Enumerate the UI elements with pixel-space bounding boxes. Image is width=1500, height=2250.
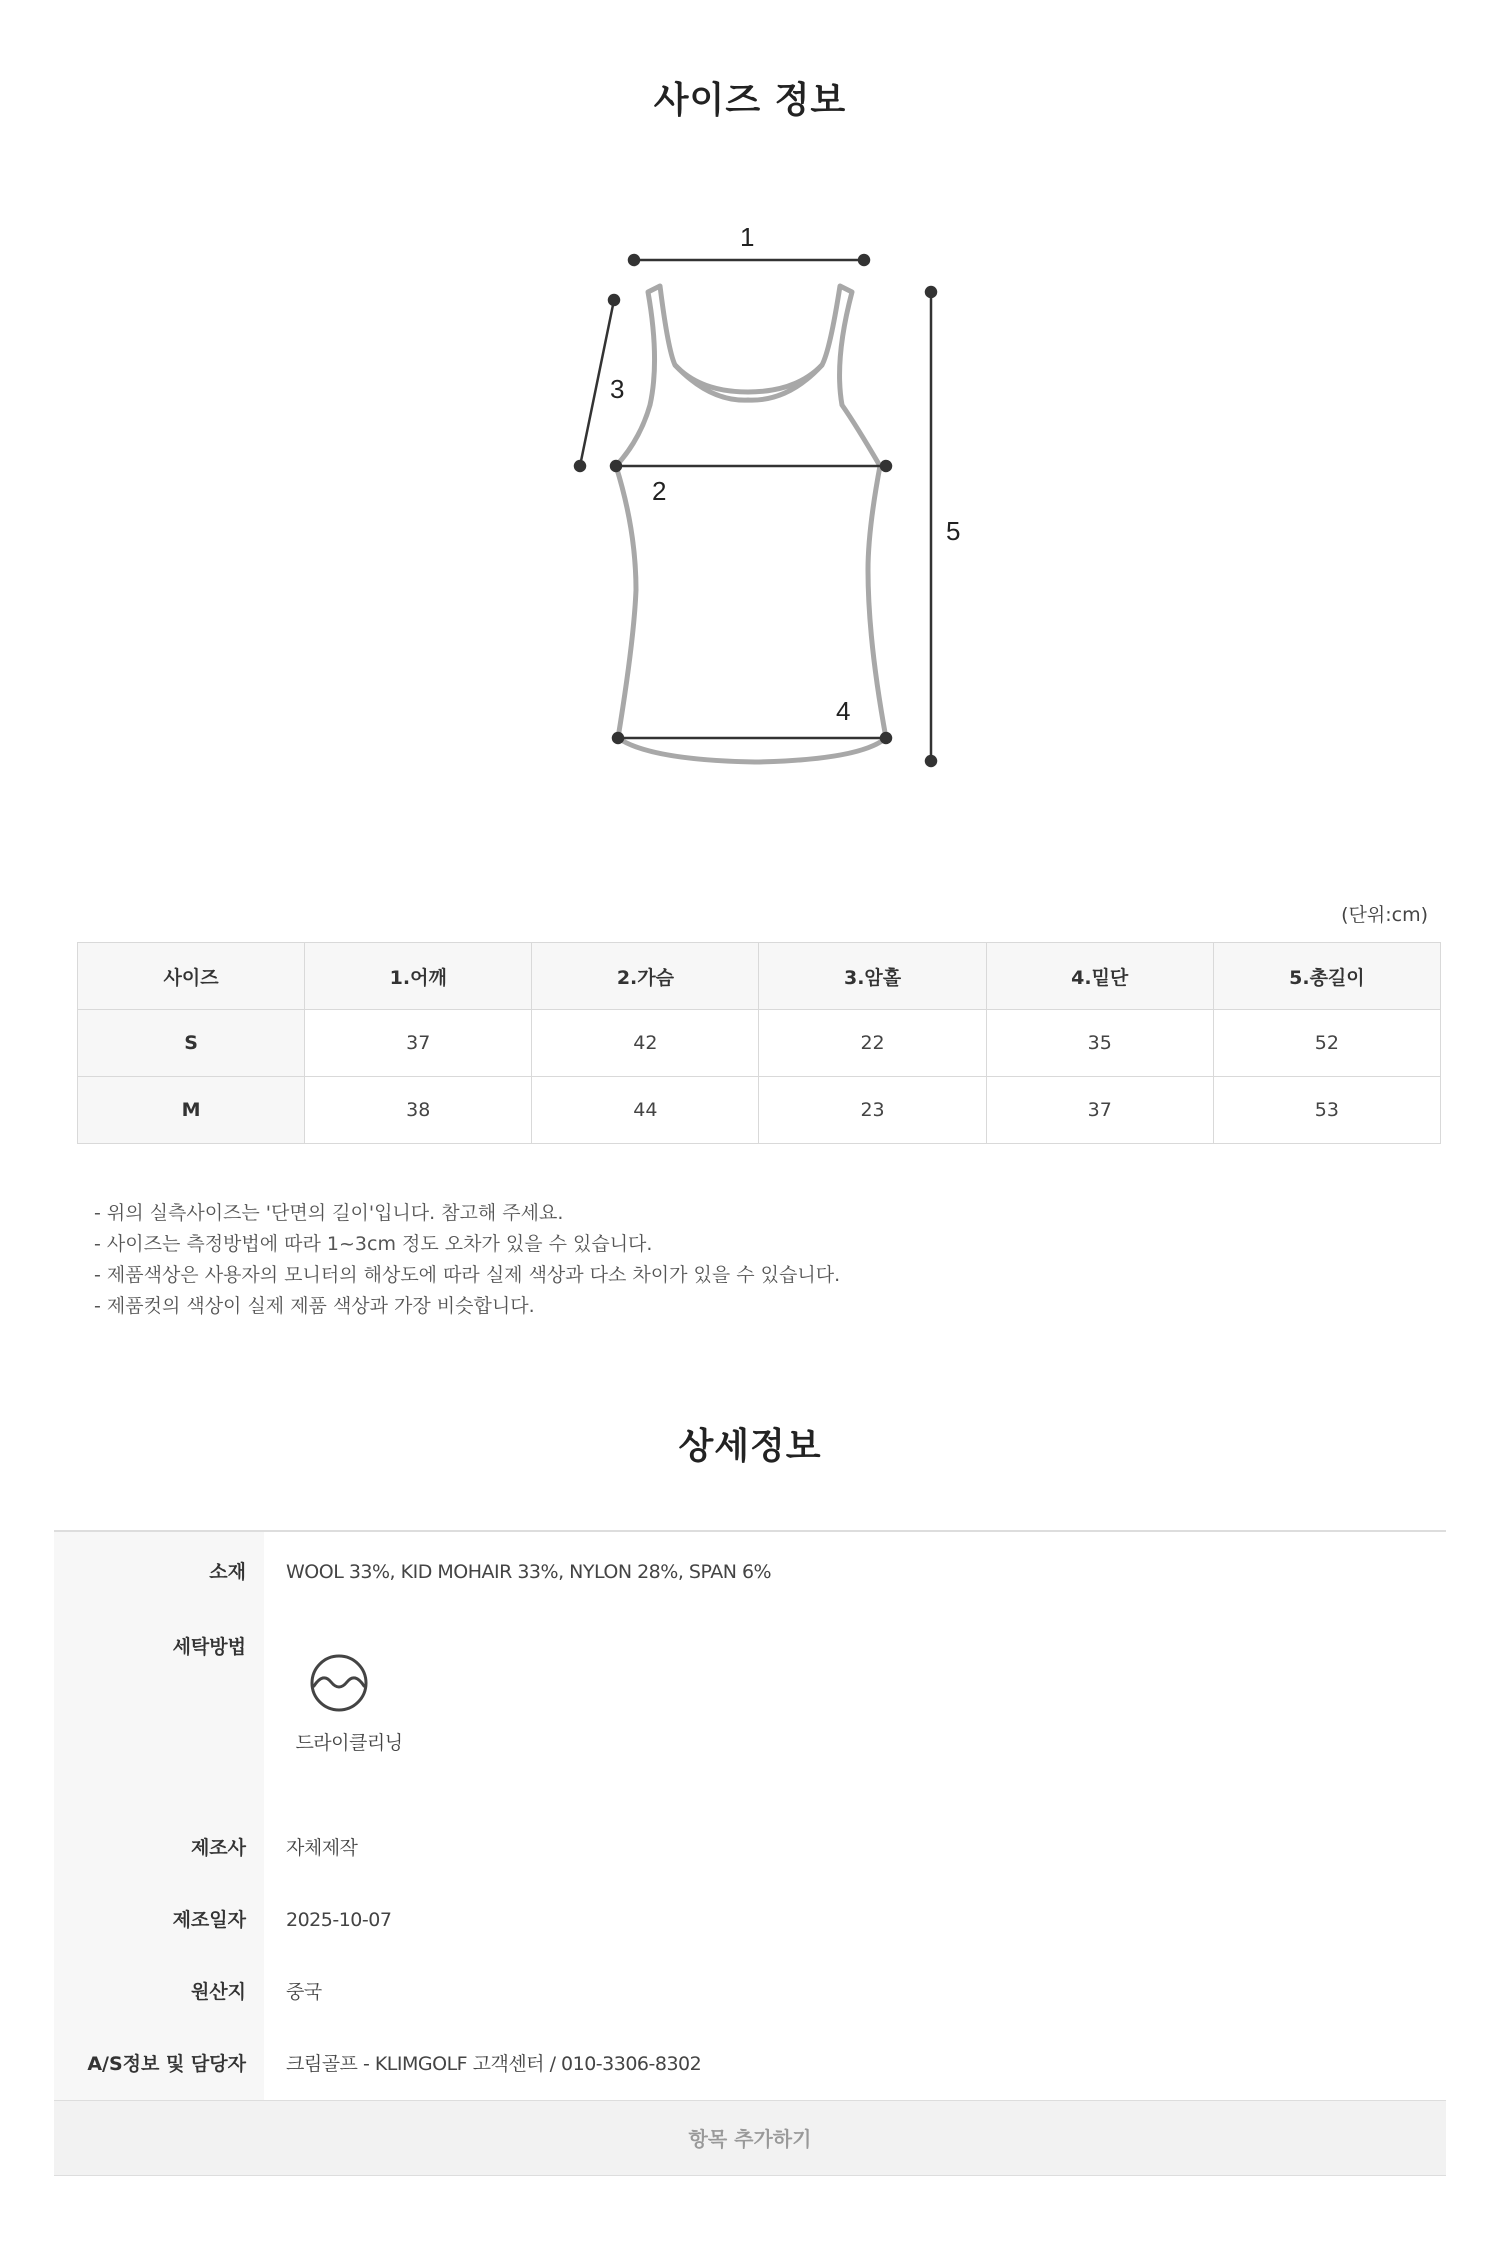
hem-measure-dot-right [881,733,891,743]
armhole-measure-line [580,300,614,466]
length-measure-dot-top [926,287,936,297]
dry-clean-icon [306,1650,372,1716]
table-row [78,1010,1441,1077]
header-size: 사이즈 [78,943,305,1010]
diagram-label-4: 4 [836,696,851,726]
washing-label: 세탁방법 [54,1612,264,1812]
chest-measure-dot-right [881,461,891,471]
size-table-header-row [78,943,1441,1010]
washing-caption: 드라이클리닝 [295,1732,403,1754]
manufacture-date-value: 2025-10-07 [286,1909,392,1931]
armhole-measure-dot-bottom [575,461,585,471]
table-row [78,1077,1441,1144]
table-cell: 38 [305,1077,532,1144]
table-cell: 53 [1213,1077,1440,1144]
material-label: 소재 [54,1532,264,1612]
chest-measure-dot-left [611,461,621,471]
size-label-m: M [78,1077,305,1144]
note-item: - 사이즈는 측정방법에 따라 1~3cm 정도 오차가 있을 수 있습니다. [94,1233,653,1255]
detail-row-manufacturer [54,1812,1446,1884]
material-value: WOOL 33%, KID MOHAIR 33%, NYLON 28%, SPAN 6% [286,1561,772,1583]
washing-value [264,1612,1446,1812]
diagram-label-3: 3 [610,374,625,404]
header-total-length: 5.총길이 [1213,943,1440,1010]
table-cell: 37 [305,1010,532,1077]
shoulder-measure-dot-left [629,255,639,265]
detail-row-manufacture-date [54,1884,1446,1956]
detail-row-material [54,1532,1446,1612]
add-item-button[interactable]: 항목 추가하기 [54,2100,1446,2176]
hem-measure-dot-left [613,733,623,743]
header-chest: 2.가슴 [532,943,759,1010]
unit-label: (단위:cm) [1341,904,1428,926]
table-cell: 35 [986,1010,1213,1077]
detail-row-as-info [54,2028,1446,2100]
as-info-label: A/S정보 및 담당자 [54,2028,264,2100]
origin-label: 원산지 [54,1956,264,2028]
note-item: - 제품색상은 사용자의 모니터의 해상도에 따라 실제 색상과 다소 차이가 있을 수 있습니다. [94,1264,841,1286]
as-info-value: 크림골프 - KLIMGOLF 고객센터 / 010-3306-8302 [286,2053,702,2075]
tank-top-diagram-svg [560,200,980,800]
table-cell: 23 [759,1077,986,1144]
size-notes [94,1198,1294,1322]
armhole-measure-dot-top [609,295,619,305]
table-cell: 37 [986,1077,1213,1144]
diagram-label-5: 5 [946,516,961,546]
size-label-s: S [78,1010,305,1077]
table-cell: 52 [1213,1010,1440,1077]
shoulder-measure-dot-right [859,255,869,265]
manufacture-date-label: 제조일자 [54,1884,264,1956]
manufacturer-label: 제조사 [54,1812,264,1884]
table-cell: 22 [759,1010,986,1077]
header-shoulder: 1.어깨 [305,943,532,1010]
header-armhole: 3.암홀 [759,943,986,1010]
size-info-title: 사이즈 정보 [653,80,847,121]
header-hem: 4.밑단 [986,943,1213,1010]
diagram-label-2: 2 [652,476,667,506]
length-measure-dot-bottom [926,756,936,766]
size-diagram [560,200,980,800]
detail-info-title: 상세정보 [678,1426,822,1467]
manufacturer-value: 자체제작 [286,1837,358,1859]
origin-value: 중국 [286,1981,322,2003]
table-cell: 42 [532,1010,759,1077]
detail-row-washing [54,1612,1446,1812]
table-cell: 44 [532,1077,759,1144]
diagram-label-1: 1 [740,222,755,252]
detail-row-origin [54,1956,1446,2028]
garment-outline [616,286,886,762]
detail-info-table [54,1530,1446,2176]
note-item: - 위의 실측사이즈는 '단면의 길이'입니다. 참고해 주세요. [94,1202,564,1224]
size-table [77,942,1441,1144]
note-item: - 제품컷의 색상이 실제 제품 색상과 가장 비슷합니다. [94,1295,535,1317]
